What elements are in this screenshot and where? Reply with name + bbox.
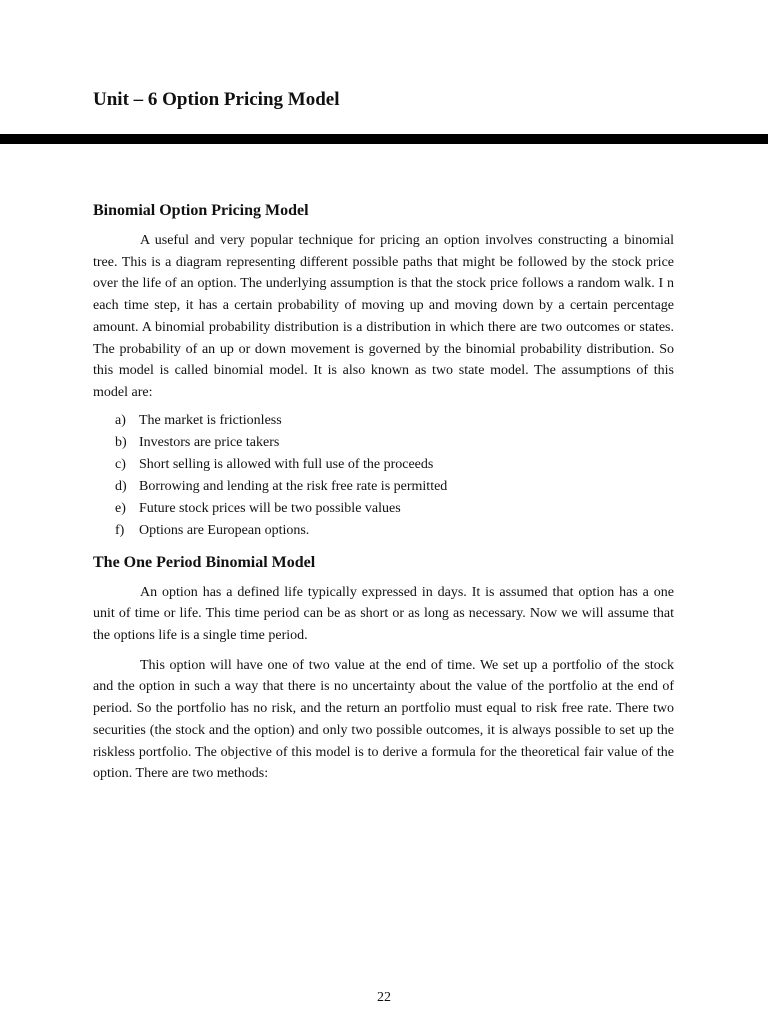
list-marker: b) (115, 434, 127, 450)
list-item (115, 520, 674, 542)
list-item (115, 410, 674, 432)
list-item-text: Options are European options. (139, 522, 310, 538)
assumptions-list (93, 410, 674, 542)
one-period-paragraph-1: An option has a defined life typically expressed in days. It is assumed that option has a one unit of time or life. This time period can be as short or as long as necessary. Now we will assume that the options life is a single time period. (93, 584, 674, 644)
list-item-text: Short selling is allowed with full use of the proceeds (139, 456, 434, 472)
list-item-text: Future stock prices will be two possible values (139, 500, 401, 516)
list-item-text: Borrowing and lending at the risk free rate is permitted (139, 478, 448, 494)
list-item (115, 498, 674, 520)
binomial-intro-paragraph: A useful and very popular technique for pricing an option involves constructing a binomial tree. This is a diagram representing different possible paths that might be followed by the stock price over the life of an option. The underlying assumption is that the stock price follows a random walk. I n each time step, it has a certain probability of moving up and moving down by a certain percentage amount. A binomial probability distribution is a distribution in which there are two outcomes or states. The probability of an up or down movement is governed by the binomial probability distribution. So this model is called binomial model. It is also known as two state model. The assumptions of this model are: (93, 233, 674, 400)
list-marker: c) (115, 456, 126, 472)
list-item-text: Investors are price takers (139, 434, 280, 450)
list-marker: f) (115, 522, 125, 538)
list-marker: a) (115, 412, 126, 428)
section-heading-binomial: Binomial Option Pricing Model (93, 202, 309, 219)
header-rule (0, 134, 768, 144)
list-marker: d) (115, 478, 127, 494)
one-period-paragraph-2: This option will have one of two value at the end of time. We set up a portfolio of the stock and the option in such a way that there is no uncertainty about the value of the portfolio at the end of period. So the portfolio has no risk, and the return an portfolio must equal to risk free rate. There two securities (the stock and the option) and only two possible outcomes, it is always possible to set up the riskless portfolio. The objective of this model is to derive a formula for the theoretical fair value of the option. There are two methods: (93, 657, 674, 782)
unit-title: Unit – 6 Option Pricing Model (93, 89, 340, 110)
list-item (115, 454, 674, 476)
page-number: 22 (377, 990, 391, 1005)
list-marker: e) (115, 500, 126, 516)
section-heading-one-period: The One Period Binomial Model (93, 553, 316, 571)
list-item (115, 476, 674, 498)
list-item (115, 432, 674, 454)
list-item-text: The market is frictionless (139, 412, 282, 428)
page-content (93, 200, 674, 785)
